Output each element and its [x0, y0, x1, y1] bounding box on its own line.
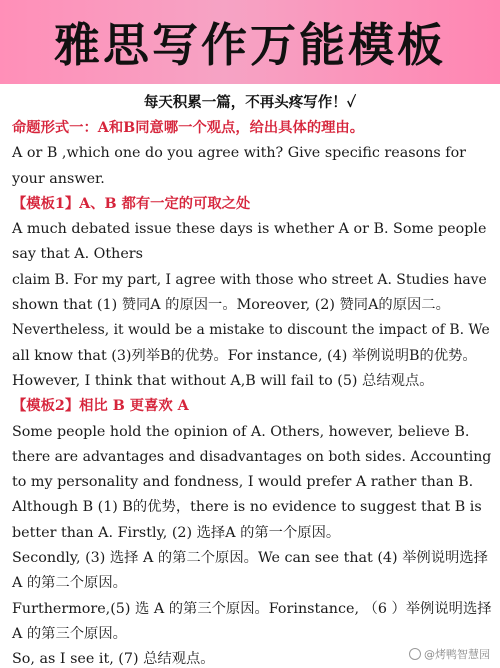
template-2-line: to my personality and fondness, I would prefer A rather than B. — [12, 474, 474, 491]
template-2-line: A 的第三个原因。 — [12, 625, 127, 642]
template-1-line: However, I think that without A,B will fail to (5) 总结观点。 — [12, 372, 434, 389]
template-1-line: A much debated issue these days is whether A or B. Some people — [12, 221, 487, 238]
template-2-line: Some people hold the opinion of A. Others, however, believe B. — [12, 423, 470, 440]
page-title: 雅思写作万能模板 — [54, 18, 446, 72]
template-2-line: So, as I see it, (7) 总结观点。 — [12, 651, 215, 668]
tagline: 每天积累一篇，不再头疼写作！✓ — [143, 94, 357, 111]
template-2-heading: 【模板2】相比 B 更喜欢 A — [12, 398, 189, 415]
question-heading: 命题形式一：A和B同意哪一个观点，给出具体的理由。 — [12, 120, 365, 136]
article-body — [12, 116, 492, 668]
question-text: your answer. — [12, 170, 105, 187]
template-2-line: A 的第二个原因。 — [12, 575, 127, 592]
template-2-line: there are advantages and disadvantages on both sides. Accounting — [12, 448, 492, 465]
watermark — [409, 646, 490, 662]
template-2-line: Secondly, (3) 选择 A 的第二个原因。We can see that (4) 举例说明选择 — [12, 550, 488, 567]
template-1-line: Nevertheless, it would be a mistake to discount the impact of B. We — [12, 322, 490, 339]
template-1-line: all know that (3)列举B的优势。For instance, (4) 举例说明B的优势。 — [12, 347, 477, 364]
template-2-line: better than A. Firstly, (2) 选择A 的第一个原因。 — [12, 524, 341, 541]
template-2-line: Furthermore,(5) 选 A 的第三个原因。Forinstance, （6 ）举例说明选择 — [12, 600, 492, 617]
template-1-line: claim B. For my part, I agree with those who street A. Studies have — [12, 271, 487, 288]
title-banner — [0, 0, 500, 84]
template-1-heading: 【模板1】A、B 都有一定的可取之处 — [12, 195, 251, 212]
template-1-line: shown that (1) 赞同A 的原因一。Moreover, (2) 赞同A的原因二。 — [12, 297, 450, 314]
watermark-logo-icon — [409, 648, 421, 660]
template-1-line: say that A. Others — [12, 246, 143, 263]
question-text: A or B ,which one do you agree with? Give specific reasons for — [12, 145, 467, 162]
watermark-text: @烤鸭智慧园 — [424, 648, 490, 661]
template-2-line: Although B (1) B的优势，there is no evidence to suggest that B is — [12, 499, 482, 516]
